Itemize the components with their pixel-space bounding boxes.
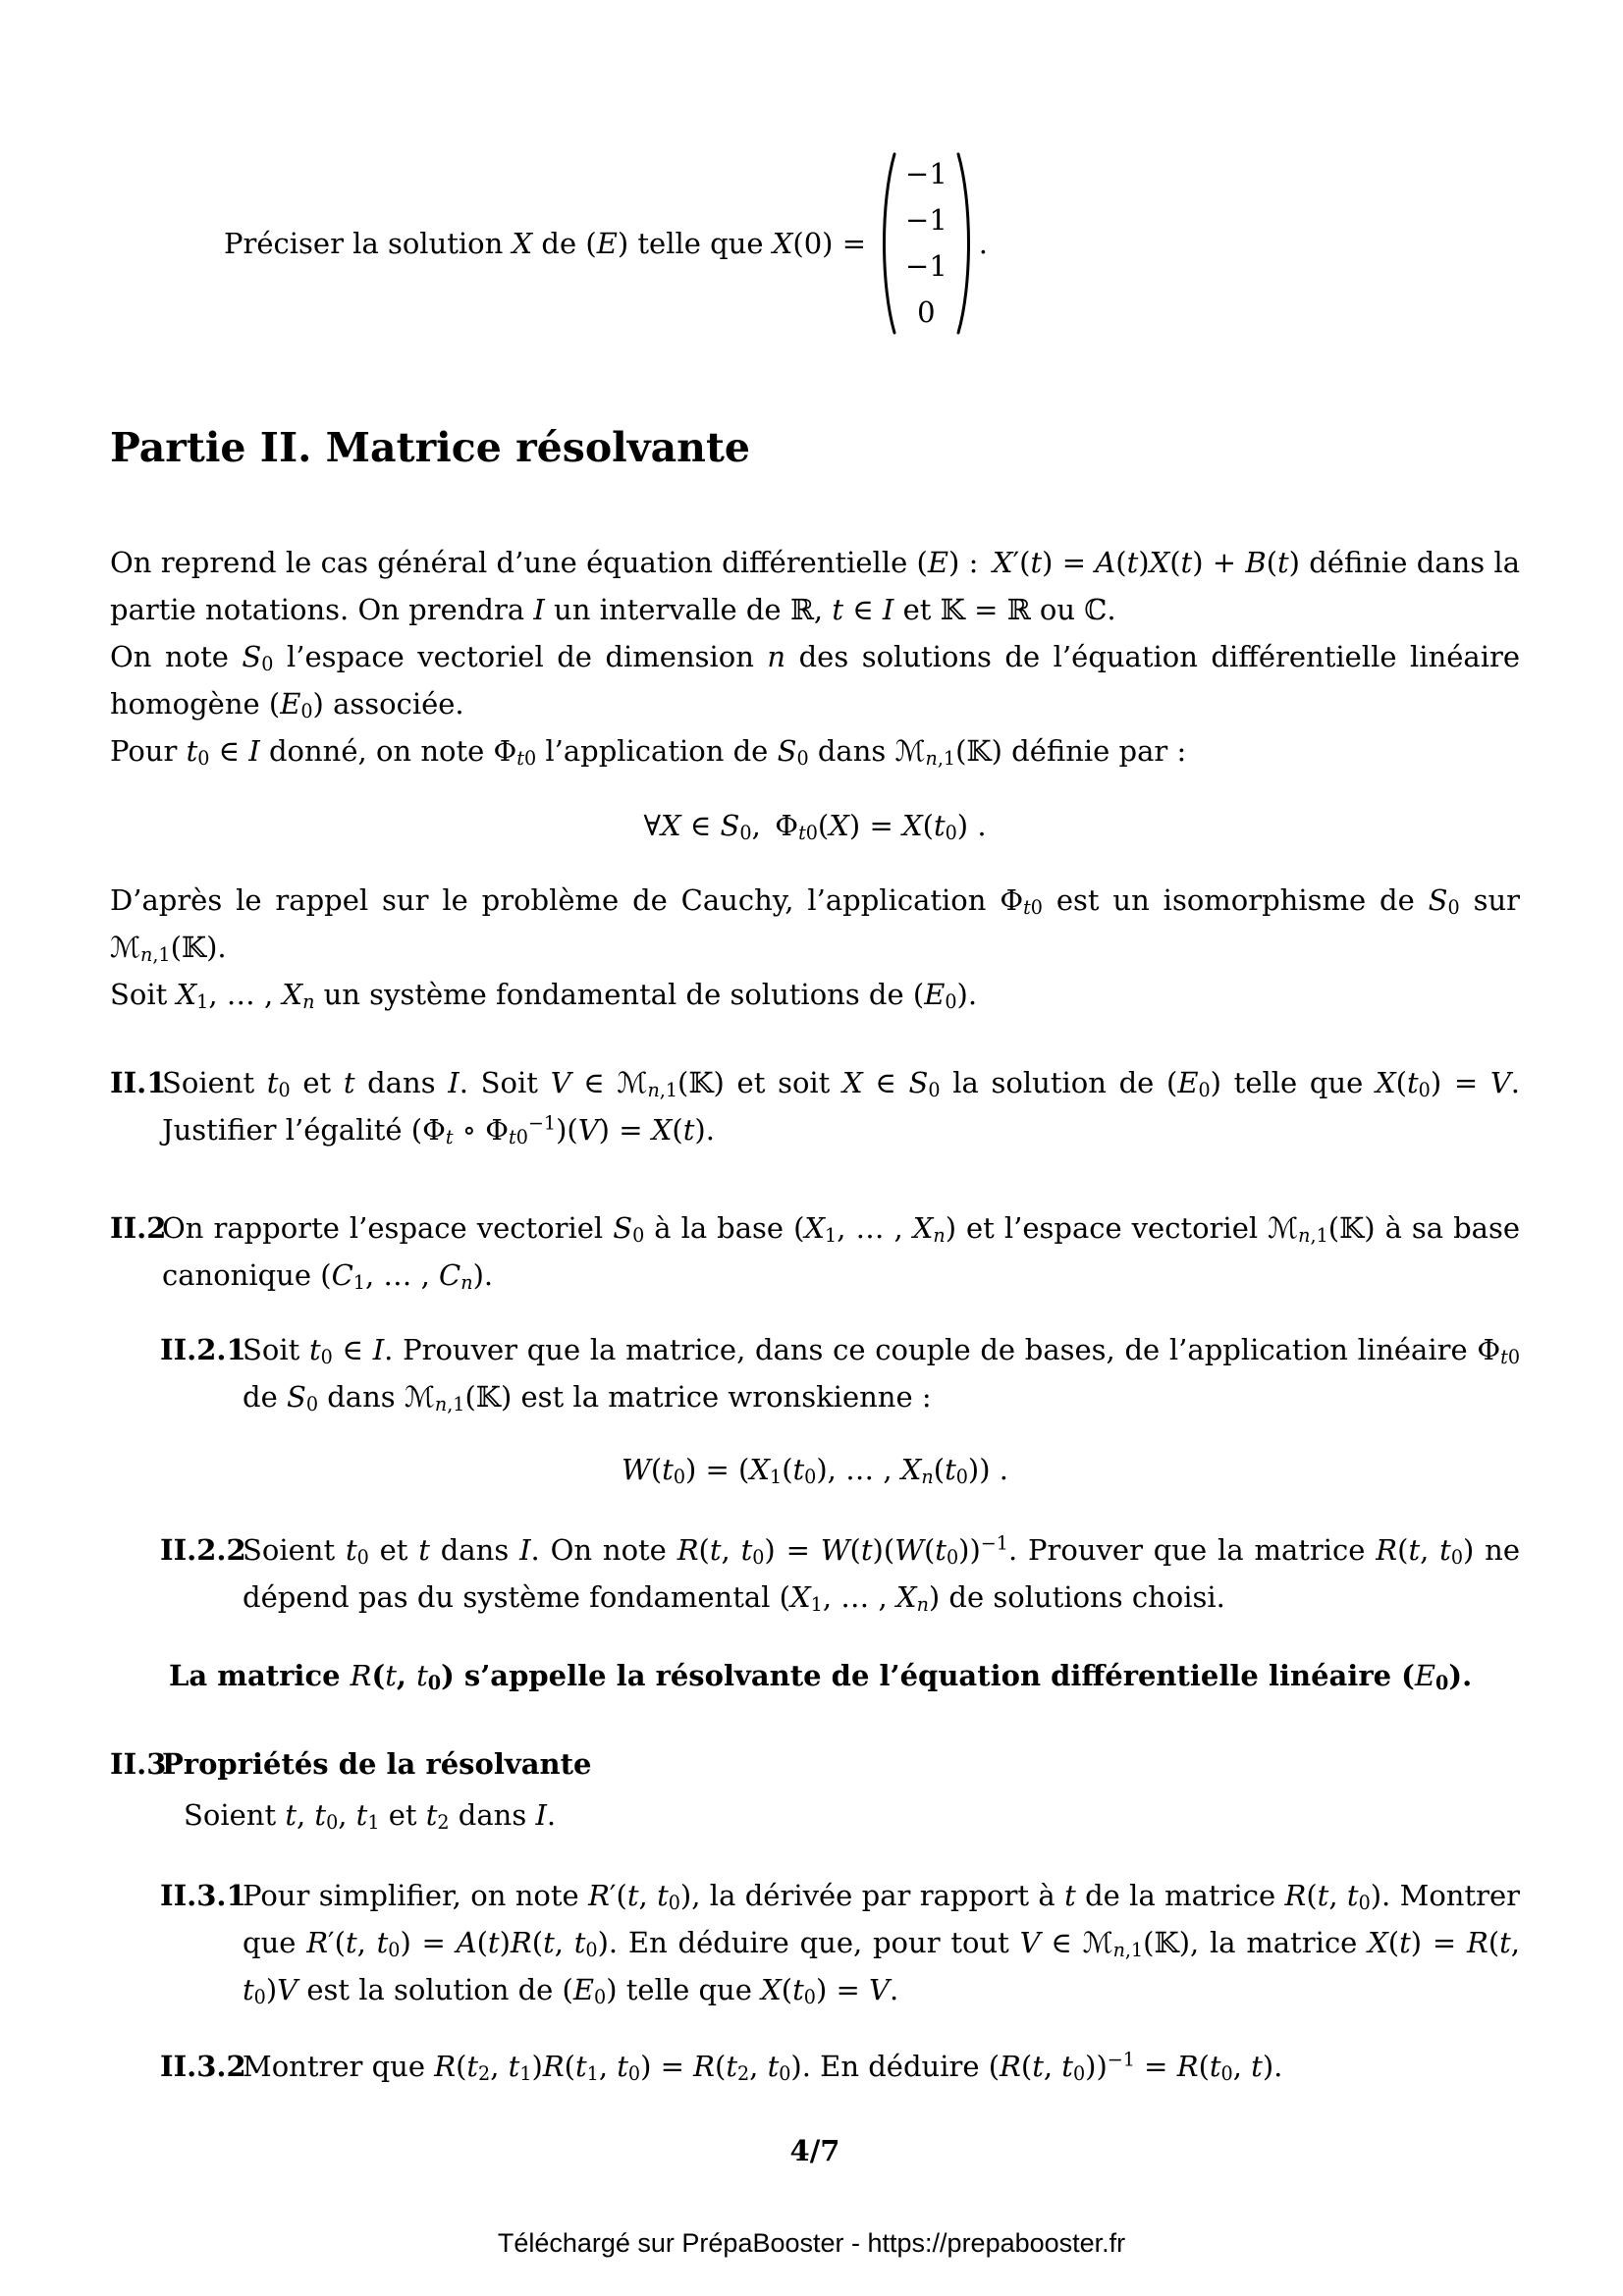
paragraph: On note $S_0$ l’espace vectoriel de dimension n des solutions de l’équation différentielle linéaire homogène $(E_0)$ associée. <box>110 640 1520 723</box>
question-II-2-2 <box>110 1526 1520 1621</box>
lead-block <box>110 539 1520 774</box>
question-II-3 <box>110 1740 1520 1788</box>
question-II-3-1 <box>110 1872 1520 2013</box>
question-II-3-2 <box>110 2043 1520 2090</box>
right-paren-icon <box>955 150 977 337</box>
question-label: II.3.2 <box>160 2050 246 2083</box>
question-label: II.2 <box>110 1211 167 1245</box>
resolvante-definition: La matrice R(t, $t_0$) s’appelle la résolvante de l’équation différentielle linéaire $(E_0)$. <box>169 1659 1473 1695</box>
page-number: 4/7 <box>789 2134 840 2167</box>
subsection-heading: Propriétés de la résolvante <box>162 1747 592 1781</box>
initial-condition-vector <box>876 150 977 337</box>
vector-values <box>897 151 955 336</box>
vector-entry: 0 <box>917 294 936 329</box>
paragraph: D’après le rappel sur le problème de Cauchy, l’application $\Phi_{t0}$ est un isomorphisme de $S_0$ sur ℳ$_{n,1}$(𝕂). <box>110 883 1521 967</box>
question-text: On rapporte l’espace vectoriel $S_0$ à la base ($X_1$, … , $X_n$) et l’espace vectoriel ℳ$_{n,1}$(𝕂) à sa base canonique ($C_1$, … , $C_n$). <box>162 1211 1520 1295</box>
vector-entry: −1 <box>905 156 947 190</box>
download-note: Téléchargé sur PrépaBooster - https://prepabooster.fr <box>497 2228 1126 2258</box>
left-paren-icon <box>876 150 897 337</box>
lead-block <box>110 877 1520 1018</box>
question-text: Soient $t_0$ et t dans I. On note R(t, $t_0) = W(t)(W(t_0))^{-1}$. Prouver que la matrice R(t, $t_0$) ne dépend pas du système fondamental ($X_1$, … , $X_n$) de solutions choisi. <box>243 1531 1520 1617</box>
question-label: II.3.1 <box>160 1879 246 1912</box>
question-label: II.2.1 <box>160 1333 246 1366</box>
intro-statement <box>224 147 1520 339</box>
question-II-2-1 <box>110 1326 1520 1420</box>
question-II-3-intro: Soient t, $t_0$, $t_1$ et $t_2$ dans I. <box>184 1798 557 1835</box>
paragraph: Soit $X_1$, … , $X_n$ un système fondamental de solutions de $(E_0)$. <box>110 978 978 1014</box>
question-II-2 <box>110 1204 1520 1299</box>
part-heading: Partie II. Matrice résolvante <box>110 424 750 471</box>
intro-suffix: . <box>978 226 988 260</box>
paragraph: On reprend le cas général d’une équation différentielle (E) : X′(t) = A(t)X(t) + B(t) définie dans la partie notations. On prendra I un intervalle de ℝ, t ∈ I et 𝕂 = ℝ ou ℂ. <box>110 546 1520 626</box>
question-label: II.2.2 <box>160 1533 246 1567</box>
question-text: Soit $t_0$ ∈ I. Prouver que la matrice, dans ce couple de bases, de l’application linéaire $\Phi_{t0}$ de $S_0$ dans ℳ$_{n,1}$(𝕂) est la matrice wronskienne : <box>243 1333 1520 1416</box>
question-II-1 <box>110 1059 1520 1153</box>
question-text: Montrer que $R(t_2$, $t_1)R(t_1$, $t_0) = R(t_2$, $t_0$). En déduire (R(t, $t_0))^{-1} = R(t_0$, t). <box>243 2048 1283 2086</box>
question-text: Soient $t_0$ et t dans I. Soit V ∈ ℳ$_{n,1}$(𝕂) et soit X ∈ $S_0$ la solution de $(E_0)$ telle que $X(t_0) = V$. Justifier l’égalité ($\Phi_t$ ∘ $\Phi_{t0}^{-1})(V) = X(t)$. <box>162 1066 1520 1149</box>
question-label: II.3 <box>110 1747 167 1781</box>
question-label: II.1 <box>110 1066 167 1099</box>
paragraph: Pour $t_0$ ∈ I donné, on note $\Phi_{t0}$ l’application de $S_0$ dans ℳ$_{n,1}$(𝕂) définie par : <box>110 734 1187 771</box>
question-text: Pour simplifier, on note R′(t, $t_0$), la dérivée par rapport à t de la matrice R(t, $t_0$). Montrer que R′(t, $t_0) = A(t)R(t$, $t_0$). En déduire que, pour tout V ∈ ℳ$_{n,1}$(𝕂), la matrice X(t) = R(t, $t_0)V$ est la solution de $(E_0)$ telle que $X(t_0) = V$. <box>243 1879 1521 2009</box>
vector-entry: −1 <box>905 248 947 283</box>
intro-text: Préciser la solution X de (E) telle que X(0) = <box>224 226 867 260</box>
vector-entry: −1 <box>905 202 947 237</box>
display-equation-phi: ∀X ∈ $S_0$, $\Phi_{t0}(X) = X(t_0)$ . <box>643 809 987 845</box>
display-equation-wronskienne: $W(t_0) = (X_1(t_0)$, … , $X_n(t_0)$) . <box>622 1453 1008 1489</box>
